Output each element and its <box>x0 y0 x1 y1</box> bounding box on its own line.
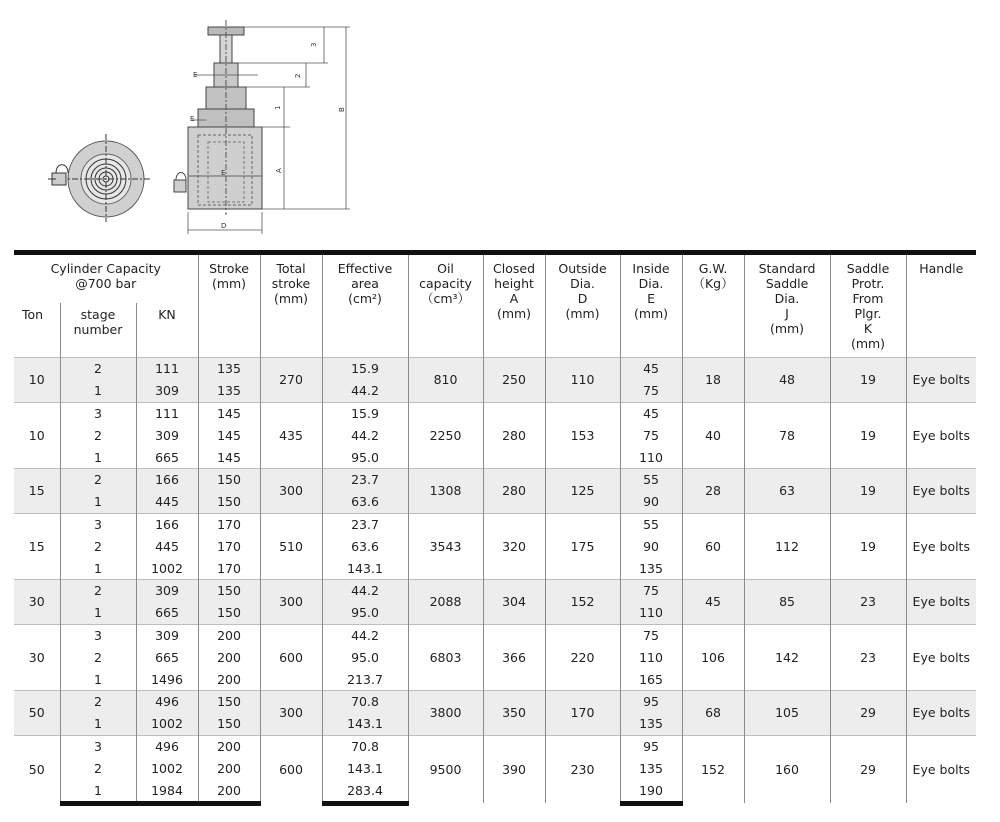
cell-handle: Eye bolts <box>906 358 976 403</box>
cell-stroke: 145 <box>198 402 260 424</box>
cell-outside-dia: 125 <box>545 468 620 513</box>
cell-stage: 1 <box>60 446 136 468</box>
cell-effective-area: 44.2 <box>322 380 408 402</box>
dim-label-d: D <box>221 222 227 230</box>
cell-inside-dia: 55 <box>620 468 682 490</box>
cell-inside-dia: 190 <box>620 779 682 803</box>
header-cylinder-capacity: Cylinder Capacity @700 bar <box>14 253 198 303</box>
cell-inside-dia: 135 <box>620 713 682 735</box>
cell-effective-area: 44.2 <box>322 624 408 646</box>
dim-label-2: 2 <box>294 73 302 78</box>
cell-handle: Eye bolts <box>906 513 976 579</box>
header-inside-dia: Inside Dia. E (mm) <box>620 253 682 358</box>
cell-closed-height: 390 <box>483 735 545 803</box>
cell-effective-area: 15.9 <box>322 402 408 424</box>
cell-closed-height: 250 <box>483 358 545 403</box>
cell-effective-area: 213.7 <box>322 668 408 690</box>
cell-total-stroke: 300 <box>260 690 322 735</box>
cell-closed-height: 280 <box>483 402 545 468</box>
dim-label-e-top: E <box>193 71 198 79</box>
cell-kn: 445 <box>136 535 198 557</box>
cell-ton: 50 <box>14 690 60 735</box>
header-oil-capacity: Oil capacity （cm³） <box>408 253 483 358</box>
cell-stroke: 150 <box>198 491 260 513</box>
cell-kn: 665 <box>136 602 198 624</box>
cell-inside-dia: 75 <box>620 624 682 646</box>
cell-effective-area: 23.7 <box>322 468 408 490</box>
cell-stroke: 170 <box>198 557 260 579</box>
cell-inside-dia: 135 <box>620 757 682 779</box>
cell-stroke: 200 <box>198 668 260 690</box>
cell-handle: Eye bolts <box>906 468 976 513</box>
cell-closed-height: 304 <box>483 579 545 624</box>
cell-outside-dia: 170 <box>545 690 620 735</box>
cell-stroke: 150 <box>198 602 260 624</box>
cell-handle: Eye bolts <box>906 402 976 468</box>
cell-kn: 111 <box>136 402 198 424</box>
header-saddle-dia: Standard Saddle Dia. J (mm) <box>744 253 830 358</box>
cell-outside-dia: 230 <box>545 735 620 803</box>
cell-handle: Eye bolts <box>906 735 976 803</box>
cell-stroke: 145 <box>198 424 260 446</box>
table-row <box>14 402 976 424</box>
header-gw: G.W. （Kg） <box>682 253 744 358</box>
cell-saddle-protr: 19 <box>830 358 906 403</box>
header-stage-number: stage number <box>60 303 136 358</box>
cell-oil-capacity: 9500 <box>408 735 483 803</box>
header-ton: Ton <box>22 306 44 322</box>
cell-total-stroke: 300 <box>260 468 322 513</box>
table-body <box>14 358 976 804</box>
cell-stage: 2 <box>60 468 136 490</box>
cell-stage: 1 <box>60 491 136 513</box>
cell-oil-capacity: 6803 <box>408 624 483 690</box>
cell-stage: 1 <box>60 713 136 735</box>
cell-stroke: 150 <box>198 468 260 490</box>
cell-kn: 166 <box>136 513 198 535</box>
cell-gw: 68 <box>682 690 744 735</box>
cell-handle: Eye bolts <box>906 624 976 690</box>
cell-effective-area: 70.8 <box>322 735 408 757</box>
cell-saddle-protr: 19 <box>830 513 906 579</box>
cell-inside-dia: 95 <box>620 690 682 712</box>
cell-total-stroke: 510 <box>260 513 322 579</box>
cell-oil-capacity: 810 <box>408 358 483 403</box>
header-saddle-protr: Saddle Protr. From Plgr. K (mm) <box>830 253 906 358</box>
header-handle: Handle <box>906 253 976 358</box>
cell-gw: 60 <box>682 513 744 579</box>
cell-outside-dia: 110 <box>545 358 620 403</box>
header-effective-area: Effective area (cm²) <box>322 253 408 358</box>
cell-effective-area: 44.2 <box>322 424 408 446</box>
header-outside-dia: Outside Dia. D (mm) <box>545 253 620 358</box>
cell-inside-dia: 75 <box>620 424 682 446</box>
cell-effective-area: 63.6 <box>322 491 408 513</box>
cell-stroke: 150 <box>198 579 260 601</box>
cell-kn: 111 <box>136 358 198 380</box>
cell-stroke: 150 <box>198 713 260 735</box>
cell-inside-dia: 165 <box>620 668 682 690</box>
dim-label-a: A <box>275 168 283 173</box>
cell-gw: 45 <box>682 579 744 624</box>
cell-stage: 2 <box>60 646 136 668</box>
header-closed-height: Closed height A (mm) <box>483 253 545 358</box>
cell-kn: 309 <box>136 624 198 646</box>
cell-stage: 2 <box>60 424 136 446</box>
cell-stroke: 170 <box>198 513 260 535</box>
cell-closed-height: 320 <box>483 513 545 579</box>
cell-inside-dia: 45 <box>620 358 682 380</box>
cell-inside-dia: 90 <box>620 491 682 513</box>
cell-saddle-protr: 23 <box>830 579 906 624</box>
cell-kn: 665 <box>136 446 198 468</box>
cell-saddle-dia: 160 <box>744 735 830 803</box>
cell-total-stroke: 600 <box>260 624 322 690</box>
cell-saddle-dia: 142 <box>744 624 830 690</box>
cell-stage: 1 <box>60 779 136 803</box>
cell-saddle-dia: 63 <box>744 468 830 513</box>
cell-saddle-dia: 78 <box>744 402 830 468</box>
cell-gw: 152 <box>682 735 744 803</box>
cell-saddle-dia: 112 <box>744 513 830 579</box>
table-header <box>14 253 976 358</box>
cell-ton: 30 <box>14 624 60 690</box>
cell-total-stroke: 300 <box>260 579 322 624</box>
cell-stage: 1 <box>60 668 136 690</box>
cylinder-top-view <box>48 134 152 222</box>
cell-inside-dia: 75 <box>620 579 682 601</box>
cell-saddle-protr: 19 <box>830 468 906 513</box>
cell-stage: 3 <box>60 735 136 757</box>
cell-oil-capacity: 1308 <box>408 468 483 513</box>
cell-stroke: 135 <box>198 380 260 402</box>
cell-effective-area: 95.0 <box>322 602 408 624</box>
cell-kn: 1002 <box>136 757 198 779</box>
header-stroke: Stroke (mm) <box>198 253 260 358</box>
cell-outside-dia: 220 <box>545 624 620 690</box>
cell-total-stroke: 270 <box>260 358 322 403</box>
cell-effective-area: 70.8 <box>322 690 408 712</box>
cell-stroke: 150 <box>198 690 260 712</box>
cell-oil-capacity: 3543 <box>408 513 483 579</box>
cell-outside-dia: 175 <box>545 513 620 579</box>
cell-effective-area: 143.1 <box>322 557 408 579</box>
cell-stage: 1 <box>60 557 136 579</box>
cell-outside-dia: 152 <box>545 579 620 624</box>
cell-gw: 106 <box>682 624 744 690</box>
cell-stage: 2 <box>60 535 136 557</box>
cell-inside-dia: 110 <box>620 446 682 468</box>
cell-closed-height: 366 <box>483 624 545 690</box>
cell-total-stroke: 435 <box>260 402 322 468</box>
cell-stroke: 200 <box>198 624 260 646</box>
cell-stroke: 200 <box>198 735 260 757</box>
cell-stroke: 135 <box>198 358 260 380</box>
table-row <box>14 468 976 490</box>
cell-kn: 1002 <box>136 713 198 735</box>
cell-stroke: 200 <box>198 646 260 668</box>
cell-inside-dia: 55 <box>620 513 682 535</box>
cell-stroke: 200 <box>198 779 260 803</box>
cell-inside-dia: 90 <box>620 535 682 557</box>
table-row <box>14 690 976 712</box>
cell-stroke: 145 <box>198 446 260 468</box>
cell-closed-height: 280 <box>483 468 545 513</box>
cell-total-stroke: 600 <box>260 735 322 803</box>
cell-kn: 309 <box>136 424 198 446</box>
cell-effective-area: 283.4 <box>322 779 408 803</box>
cell-effective-area: 63.6 <box>322 535 408 557</box>
cell-kn: 496 <box>136 735 198 757</box>
cell-oil-capacity: 3800 <box>408 690 483 735</box>
cell-kn: 445 <box>136 491 198 513</box>
cell-ton: 10 <box>14 402 60 468</box>
cell-inside-dia: 110 <box>620 646 682 668</box>
cell-saddle-protr: 23 <box>830 624 906 690</box>
cell-ton: 50 <box>14 735 60 803</box>
cell-stage: 2 <box>60 358 136 380</box>
cell-stroke: 200 <box>198 757 260 779</box>
cell-stage: 3 <box>60 402 136 424</box>
cell-ton: 15 <box>14 513 60 579</box>
header-kn: KN <box>136 303 198 358</box>
cell-kn: 166 <box>136 468 198 490</box>
table-row <box>14 579 976 601</box>
cell-effective-area: 15.9 <box>322 358 408 380</box>
dim-label-3: 3 <box>310 42 318 47</box>
dim-label-b: B <box>338 107 346 112</box>
cell-gw: 28 <box>682 468 744 513</box>
cell-stage: 1 <box>60 602 136 624</box>
cell-gw: 40 <box>682 402 744 468</box>
cylinder-side-view <box>174 20 262 215</box>
cell-gw: 18 <box>682 358 744 403</box>
cell-saddle-protr: 29 <box>830 735 906 803</box>
cell-inside-dia: 135 <box>620 557 682 579</box>
table-row <box>14 624 976 646</box>
cell-ton: 15 <box>14 468 60 513</box>
cell-stage: 3 <box>60 624 136 646</box>
cell-effective-area: 143.1 <box>322 713 408 735</box>
cell-handle: Eye bolts <box>906 690 976 735</box>
cell-inside-dia: 95 <box>620 735 682 757</box>
cell-stroke: 170 <box>198 535 260 557</box>
cell-outside-dia: 153 <box>545 402 620 468</box>
cell-effective-area: 44.2 <box>322 579 408 601</box>
table-row <box>14 513 976 535</box>
cell-closed-height: 350 <box>483 690 545 735</box>
cell-effective-area: 143.1 <box>322 757 408 779</box>
cell-saddle-dia: 48 <box>744 358 830 403</box>
cell-stage: 1 <box>60 380 136 402</box>
cell-effective-area: 95.0 <box>322 446 408 468</box>
cell-kn: 496 <box>136 690 198 712</box>
cell-kn: 665 <box>136 646 198 668</box>
specification-table <box>14 250 976 806</box>
cell-saddle-dia: 85 <box>744 579 830 624</box>
cell-ton: 10 <box>14 358 60 403</box>
table-row <box>14 358 976 380</box>
header-total-stroke: Total stroke (mm) <box>260 253 322 358</box>
cell-oil-capacity: 2250 <box>408 402 483 468</box>
cylinder-technical-drawing <box>0 0 1000 250</box>
cell-stage: 2 <box>60 690 136 712</box>
cell-stage: 3 <box>60 513 136 535</box>
dim-label-e-mid: E <box>190 115 195 123</box>
cell-effective-area: 95.0 <box>322 646 408 668</box>
cell-inside-dia: 45 <box>620 402 682 424</box>
cell-stage: 2 <box>60 579 136 601</box>
cell-kn: 309 <box>136 579 198 601</box>
cell-handle: Eye bolts <box>906 579 976 624</box>
table-row <box>14 735 976 757</box>
cell-effective-area: 23.7 <box>322 513 408 535</box>
cell-saddle-dia: 105 <box>744 690 830 735</box>
cell-inside-dia: 75 <box>620 380 682 402</box>
cell-kn: 1496 <box>136 668 198 690</box>
cell-ton: 30 <box>14 579 60 624</box>
cell-saddle-protr: 19 <box>830 402 906 468</box>
cell-stage: 2 <box>60 757 136 779</box>
cell-kn: 1002 <box>136 557 198 579</box>
cell-saddle-protr: 29 <box>830 690 906 735</box>
dim-label-1: 1 <box>274 105 282 110</box>
cell-kn: 1984 <box>136 779 198 803</box>
cell-oil-capacity: 2088 <box>408 579 483 624</box>
dim-label-e-inner: E <box>221 169 226 177</box>
cell-kn: 309 <box>136 380 198 402</box>
cell-inside-dia: 110 <box>620 602 682 624</box>
